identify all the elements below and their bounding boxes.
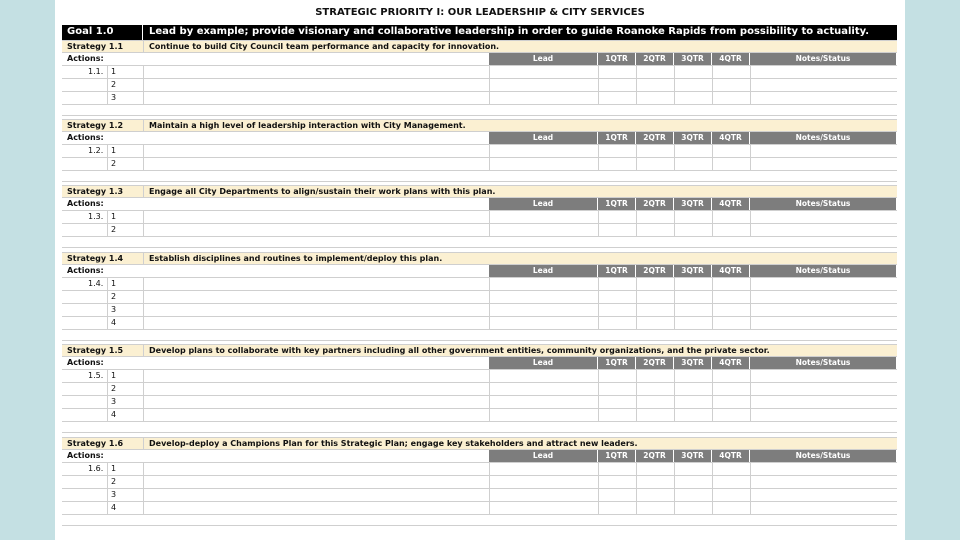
cell-divider <box>107 66 108 78</box>
cell-divider <box>143 278 144 290</box>
cell-divider <box>712 489 713 501</box>
cell-divider <box>489 211 490 223</box>
cell-divider <box>598 463 599 475</box>
cell-divider <box>489 317 490 329</box>
cell-divider <box>107 317 108 329</box>
action-row[interactable] <box>62 383 897 396</box>
cell-divider <box>489 463 490 475</box>
cell-divider <box>636 278 637 290</box>
cell-divider <box>712 317 713 329</box>
column-header: 4QTR <box>712 357 750 369</box>
cell-divider <box>636 396 637 408</box>
cell-divider <box>143 92 144 104</box>
cell-divider <box>750 278 751 290</box>
cell-divider <box>107 79 108 91</box>
strategy-block <box>62 437 897 526</box>
cell-divider <box>750 370 751 382</box>
cell-divider <box>107 463 108 475</box>
action-row[interactable] <box>62 396 897 409</box>
strategy-block <box>62 344 897 433</box>
action-prefix: 1.5. <box>88 371 104 380</box>
action-number: 2 <box>111 80 117 89</box>
cell-divider <box>636 383 637 395</box>
cell-divider <box>107 396 108 408</box>
cell-divider <box>712 304 713 316</box>
goal-text: Lead by example; provide visionary and collaborative leadership in order to guide Roanoke Rapids from possibility to actuality. <box>149 26 869 37</box>
actions-header-row <box>62 450 897 463</box>
cell-divider <box>636 158 637 170</box>
action-number: 4 <box>111 318 117 327</box>
cell-divider <box>143 79 144 91</box>
actions-header-row <box>62 265 897 278</box>
action-prefix: 1.4. <box>88 279 104 288</box>
cell-divider <box>143 291 144 303</box>
strategy-block <box>62 252 897 341</box>
action-row[interactable] <box>62 66 897 79</box>
cell-divider <box>598 145 599 157</box>
cell-divider <box>712 463 713 475</box>
column-header: Lead <box>489 265 598 277</box>
action-row[interactable] <box>62 224 897 237</box>
cell-divider <box>598 489 599 501</box>
action-number: 1 <box>111 371 117 380</box>
strategy-text: Develop plans to collaborate with key partners including all other government entities, community organizations, and the private sector. <box>149 346 770 355</box>
cell-divider <box>489 158 490 170</box>
cell-divider <box>489 145 490 157</box>
cell-divider <box>674 370 675 382</box>
cell-divider <box>489 370 490 382</box>
cell-divider <box>636 224 637 236</box>
strategy-block <box>62 40 897 116</box>
actions-header-row <box>62 357 897 370</box>
cell-divider <box>489 476 490 488</box>
cell-divider <box>636 370 637 382</box>
action-row[interactable] <box>62 409 897 422</box>
cell-divider <box>489 502 490 514</box>
action-row[interactable] <box>62 502 897 515</box>
strategy-text: Maintain a high level of leadership interaction with City Management. <box>149 121 466 130</box>
cell-divider <box>636 476 637 488</box>
column-header: 2QTR <box>636 265 674 277</box>
action-number: 1 <box>111 279 117 288</box>
cell-divider <box>489 489 490 501</box>
cell-divider <box>143 317 144 329</box>
column-header: 2QTR <box>636 450 674 462</box>
column-header: 2QTR <box>636 198 674 210</box>
strategy-label: Strategy 1.6 <box>67 439 124 448</box>
cell-divider <box>107 383 108 395</box>
actions-label: Actions: <box>67 54 104 63</box>
cell-divider <box>598 396 599 408</box>
column-header: 4QTR <box>712 132 750 144</box>
cell-divider <box>674 489 675 501</box>
cell-divider <box>674 476 675 488</box>
cell-divider <box>598 409 599 421</box>
column-header: 1QTR <box>598 53 636 65</box>
column-header: Notes/Status <box>750 53 897 65</box>
action-number: 2 <box>111 225 117 234</box>
spacer-row <box>62 237 897 248</box>
cell-divider <box>636 66 637 78</box>
action-number: 2 <box>111 384 117 393</box>
cell-divider <box>107 158 108 170</box>
actions-header-row <box>62 132 897 145</box>
column-header: 1QTR <box>598 198 636 210</box>
cell-divider <box>712 383 713 395</box>
cell-divider <box>674 145 675 157</box>
cell-divider <box>143 66 144 78</box>
column-header: 4QTR <box>712 265 750 277</box>
cell-divider <box>489 304 490 316</box>
strategy-label: Strategy 1.5 <box>67 346 124 355</box>
action-row[interactable] <box>62 304 897 317</box>
cell-divider <box>598 304 599 316</box>
column-header: Lead <box>489 53 598 65</box>
cell-divider <box>489 224 490 236</box>
cell-divider <box>750 92 751 104</box>
cell-divider <box>674 66 675 78</box>
cell-divider <box>489 383 490 395</box>
cell-divider <box>598 79 599 91</box>
cell-divider <box>107 489 108 501</box>
column-header: Notes/Status <box>750 357 897 369</box>
cell-divider <box>143 489 144 501</box>
cell-divider <box>489 66 490 78</box>
cell-divider <box>712 92 713 104</box>
action-number: 2 <box>111 292 117 301</box>
cell-divider <box>750 211 751 223</box>
action-row[interactable] <box>62 145 897 158</box>
cell-divider <box>107 291 108 303</box>
cell-divider <box>636 79 637 91</box>
cell-divider <box>143 211 144 223</box>
actions-label: Actions: <box>67 451 104 460</box>
cell-divider <box>674 396 675 408</box>
action-number: 1 <box>111 212 117 221</box>
strategy-row <box>62 252 897 265</box>
cell-divider <box>712 278 713 290</box>
action-row[interactable] <box>62 79 897 92</box>
cell-divider <box>712 79 713 91</box>
cell-divider <box>636 304 637 316</box>
cell-divider <box>107 211 108 223</box>
cell-divider <box>598 502 599 514</box>
cell-divider <box>750 224 751 236</box>
action-number: 2 <box>111 477 117 486</box>
cell-divider <box>674 158 675 170</box>
cell-divider <box>750 291 751 303</box>
goal-header <box>62 25 897 40</box>
action-row[interactable] <box>62 489 897 502</box>
strategy-label: Strategy 1.4 <box>67 254 124 263</box>
cell-divider <box>143 158 144 170</box>
cell-divider <box>636 92 637 104</box>
cell-divider <box>489 92 490 104</box>
cell-divider <box>636 145 637 157</box>
cell-divider <box>750 463 751 475</box>
action-prefix: 1.1. <box>88 67 104 76</box>
spacer-row <box>62 330 897 341</box>
cell-divider <box>143 186 144 197</box>
cell-divider <box>712 370 713 382</box>
cell-divider <box>750 304 751 316</box>
strategy-text: Engage all City Departments to align/sustain their work plans with this plan. <box>149 187 496 196</box>
column-header: Lead <box>489 198 598 210</box>
cell-divider <box>636 317 637 329</box>
cell-divider <box>489 278 490 290</box>
cell-divider <box>750 476 751 488</box>
cell-divider <box>143 383 144 395</box>
actions-label: Actions: <box>67 199 104 208</box>
cell-divider <box>598 476 599 488</box>
goal-label: Goal 1.0 <box>67 26 114 37</box>
column-header: 3QTR <box>674 265 712 277</box>
action-number: 4 <box>111 503 117 512</box>
cell-divider <box>636 502 637 514</box>
column-header: 2QTR <box>636 132 674 144</box>
cell-divider <box>143 370 144 382</box>
column-header: 2QTR <box>636 357 674 369</box>
strategy-row <box>62 437 897 450</box>
spacer-row <box>62 171 897 182</box>
cell-divider <box>598 211 599 223</box>
strategy-block <box>62 119 897 182</box>
cell-divider <box>750 409 751 421</box>
strategy-row <box>62 40 897 53</box>
cell-divider <box>674 291 675 303</box>
cell-divider <box>674 211 675 223</box>
cell-divider <box>143 463 144 475</box>
cell-divider <box>636 211 637 223</box>
action-row[interactable] <box>62 92 897 105</box>
action-number: 3 <box>111 93 117 102</box>
cell-divider <box>674 383 675 395</box>
strategy-block <box>62 185 897 248</box>
spacer-row <box>62 422 897 433</box>
cell-divider <box>143 438 144 449</box>
cell-divider <box>143 253 144 264</box>
cell-divider <box>598 66 599 78</box>
cell-divider <box>107 145 108 157</box>
cell-divider <box>143 502 144 514</box>
strategy-label: Strategy 1.3 <box>67 187 124 196</box>
cell-divider <box>712 409 713 421</box>
column-header: 4QTR <box>712 53 750 65</box>
strategy-text: Establish disciplines and routines to implement/deploy this plan. <box>149 254 443 263</box>
cell-divider <box>750 79 751 91</box>
cell-divider <box>598 291 599 303</box>
cell-divider <box>674 317 675 329</box>
cell-divider <box>598 383 599 395</box>
cell-divider <box>636 291 637 303</box>
action-number: 1 <box>111 67 117 76</box>
column-header: Lead <box>489 450 598 462</box>
action-number: 3 <box>111 490 117 499</box>
column-header: 3QTR <box>674 198 712 210</box>
cell-divider <box>712 158 713 170</box>
column-header: 3QTR <box>674 132 712 144</box>
cell-divider <box>674 409 675 421</box>
cell-divider <box>750 317 751 329</box>
action-row[interactable] <box>62 317 897 330</box>
column-header: 1QTR <box>598 132 636 144</box>
cell-divider <box>143 224 144 236</box>
actions-header-row <box>62 198 897 211</box>
action-number: 4 <box>111 410 117 419</box>
goal-divider <box>142 25 143 40</box>
cell-divider <box>750 489 751 501</box>
cell-divider <box>107 304 108 316</box>
cell-divider <box>107 409 108 421</box>
cell-divider <box>636 463 637 475</box>
spacer-row <box>62 105 897 116</box>
column-header: Notes/Status <box>750 198 897 210</box>
cell-divider <box>107 370 108 382</box>
actions-label: Actions: <box>67 266 104 275</box>
cell-divider <box>107 278 108 290</box>
cell-divider <box>143 345 144 356</box>
cell-divider <box>636 409 637 421</box>
cell-divider <box>489 291 490 303</box>
cell-divider <box>674 304 675 316</box>
cell-divider <box>712 396 713 408</box>
cell-divider <box>712 145 713 157</box>
column-header: Notes/Status <box>750 132 897 144</box>
cell-divider <box>750 502 751 514</box>
cell-divider <box>674 278 675 290</box>
column-header: 3QTR <box>674 357 712 369</box>
strategy-text: Develop-deploy a Champions Plan for this Strategic Plan; engage key stakeholders and attract new leaders. <box>149 439 638 448</box>
cell-divider <box>674 224 675 236</box>
cell-divider <box>107 92 108 104</box>
cell-divider <box>489 79 490 91</box>
column-header: 1QTR <box>598 265 636 277</box>
cell-divider <box>712 502 713 514</box>
cell-divider <box>674 79 675 91</box>
cell-divider <box>598 317 599 329</box>
cell-divider <box>750 145 751 157</box>
cell-divider <box>143 476 144 488</box>
cell-divider <box>143 396 144 408</box>
action-prefix: 1.6. <box>88 464 104 473</box>
document-title: STRATEGIC PRIORITY I: OUR LEADERSHIP & CITY SERVICES <box>315 7 645 18</box>
action-prefix: 1.3. <box>88 212 104 221</box>
cell-divider <box>750 383 751 395</box>
cell-divider <box>750 396 751 408</box>
cell-divider <box>712 211 713 223</box>
column-header: 4QTR <box>712 450 750 462</box>
cell-divider <box>107 224 108 236</box>
cell-divider <box>636 489 637 501</box>
column-header: 3QTR <box>674 450 712 462</box>
cell-divider <box>674 463 675 475</box>
worksheet <box>55 0 905 540</box>
cell-divider <box>750 158 751 170</box>
action-row[interactable] <box>62 278 897 291</box>
cell-divider <box>107 502 108 514</box>
cell-divider <box>712 476 713 488</box>
actions-label: Actions: <box>67 133 104 142</box>
actions-header-row <box>62 53 897 66</box>
column-header: Notes/Status <box>750 265 897 277</box>
cell-divider <box>598 224 599 236</box>
action-row[interactable] <box>62 463 897 476</box>
cell-divider <box>674 502 675 514</box>
action-row[interactable] <box>62 158 897 171</box>
strategy-text: Continue to build City Council team performance and capacity for innovation. <box>149 42 500 51</box>
action-row[interactable] <box>62 211 897 224</box>
action-row[interactable] <box>62 476 897 489</box>
cell-divider <box>489 409 490 421</box>
column-header: 1QTR <box>598 357 636 369</box>
action-number: 2 <box>111 159 117 168</box>
action-number: 1 <box>111 146 117 155</box>
cell-divider <box>107 476 108 488</box>
cell-divider <box>143 145 144 157</box>
cell-divider <box>712 66 713 78</box>
cell-divider <box>598 92 599 104</box>
column-header: 4QTR <box>712 198 750 210</box>
cell-divider <box>143 120 144 131</box>
strategy-row <box>62 119 897 132</box>
action-number: 1 <box>111 464 117 473</box>
cell-divider <box>712 291 713 303</box>
action-prefix: 1.2. <box>88 146 104 155</box>
column-header: 3QTR <box>674 53 712 65</box>
column-header: Notes/Status <box>750 450 897 462</box>
cell-divider <box>598 158 599 170</box>
spacer-row <box>62 515 897 526</box>
action-row[interactable] <box>62 291 897 304</box>
strategy-row <box>62 185 897 198</box>
action-row[interactable] <box>62 370 897 383</box>
cell-divider <box>489 396 490 408</box>
cell-divider <box>598 370 599 382</box>
cell-divider <box>143 409 144 421</box>
cell-divider <box>143 41 144 52</box>
strategy-label: Strategy 1.2 <box>67 121 124 130</box>
cell-divider <box>712 224 713 236</box>
column-header: 1QTR <box>598 450 636 462</box>
strategy-row <box>62 344 897 357</box>
actions-label: Actions: <box>67 358 104 367</box>
action-number: 3 <box>111 305 117 314</box>
cell-divider <box>598 278 599 290</box>
column-header: Lead <box>489 132 598 144</box>
cell-divider <box>750 66 751 78</box>
cell-divider <box>143 304 144 316</box>
action-number: 3 <box>111 397 117 406</box>
cell-divider <box>674 92 675 104</box>
column-header: 2QTR <box>636 53 674 65</box>
strategy-label: Strategy 1.1 <box>67 42 124 51</box>
column-header: Lead <box>489 357 598 369</box>
